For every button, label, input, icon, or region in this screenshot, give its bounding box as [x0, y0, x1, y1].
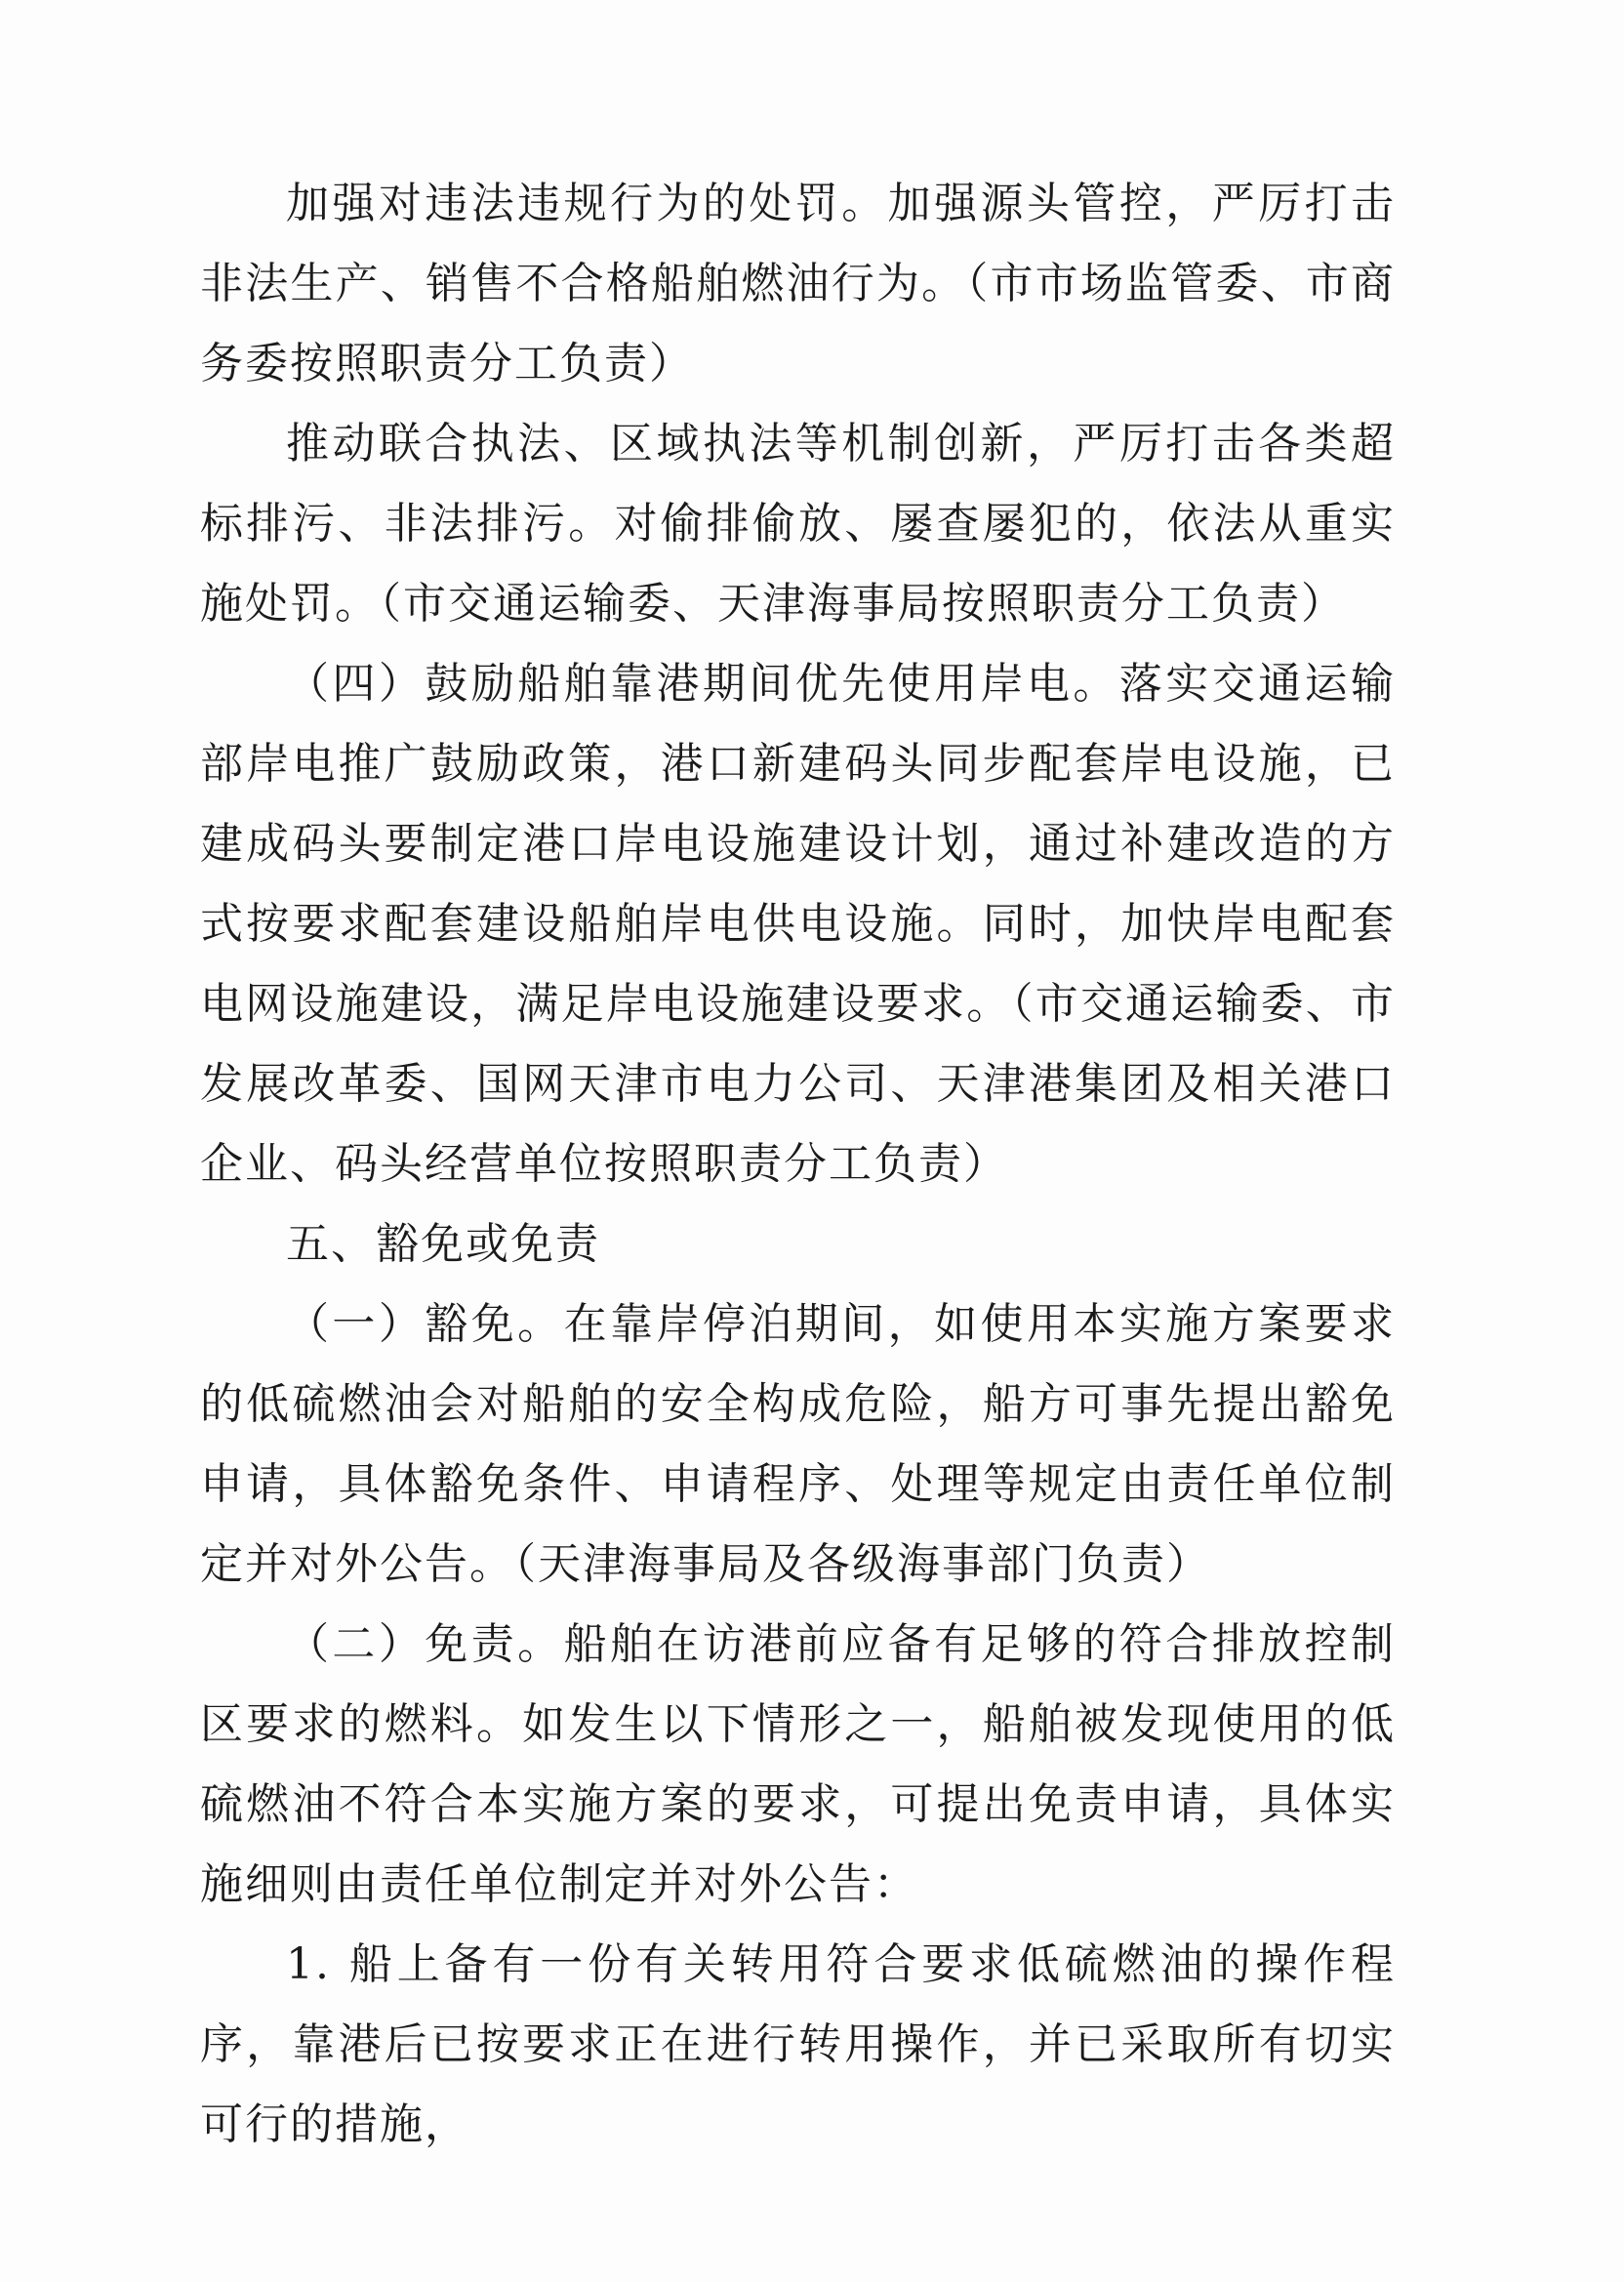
paragraph-shore-power: （四）鼓励船舶靠港期间优先使用岸电。落实交通运输部岸电推广鼓励政策，港口新建码头同步配套岸电设施，已建成码头要制定港口岸电设施建设计划，通过补建改造的方式按要求配套建设船舶岸电供电设施。同时，加快岸电配套电网设施建设，满足岸电设施建设要求。（市交通运输委、市发展改革委、国网天津市电力公司、天津港集团及相关港口企业、码头经营单位按照职责分工负责）: [200, 659, 1396, 1189]
paragraph-penalty: 加强对违法违规行为的处罚。加强源头管控，严厉打击非法生产、销售不合格船舶燃油行为。（市市场监管委、市商务委按照职责分工负责）: [200, 179, 1396, 388]
paragraph-item-1: 1. 船上备有一份有关转用符合要求低硫燃油的操作程序，靠港后已按要求正在进行转用操作，并已采取所有切实可行的措施，: [200, 1939, 1396, 2149]
section-heading-exemption: 五、豁免或免责: [286, 1219, 600, 1269]
paragraph-exemption: （一）豁免。在靠岸停泊期间，如使用本实施方案要求的低硫燃油会对船舶的安全构成危险，船方可事先提出豁免申请，具体豁免条件、申请程序、处理等规定由责任单位制定并对外公告。（天津海事局及各级海事部门负责）: [200, 1299, 1396, 1589]
paragraph-joint-enforcement: 推动联合执法、区域执法等机制创新，严厉打击各类超标排污、非法排污。对偷排偷放、屡查屡犯的，依法从重实施处罚。（市交通运输委、天津海事局按照职责分工负责）: [200, 419, 1396, 629]
paragraph-liability-exemption: （二）免责。船舶在访港前应备有足够的符合排放控制区要求的燃料。如发生以下情形之一，船舶被发现使用的低硫燃油不符合本实施方案的要求，可提出免责申请，具体实施细则由责任单位制定并对外公告：: [200, 1619, 1396, 1909]
document-body: [200, 164, 1396, 2165]
